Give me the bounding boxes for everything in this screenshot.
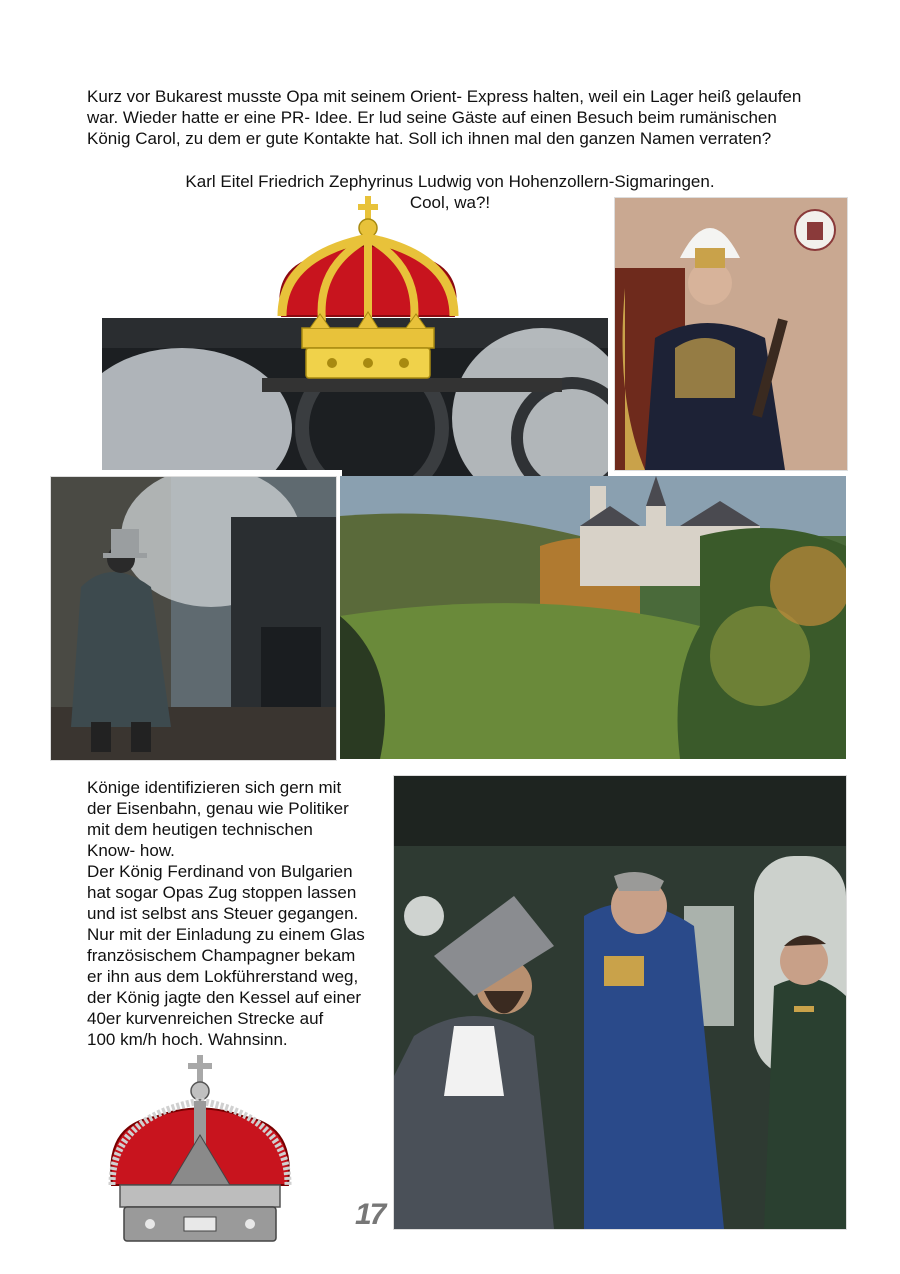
side-text-line: Know- how. (87, 841, 175, 860)
side-text-line: französischem Champagner bekam (87, 946, 356, 965)
intro-paragraph: Kurz vor Bukarest musste Opa mit seinem Orient- Express halten, weil ein Lager heiß gelaufen war. Wieder hatte er eine PR- Idee. Er lud seine Gäste auf einen Besuch beim rumänischen König Carol, zu dem er gute Kontakte hat. Soll ich ihnen mal den ganzen Namen verraten? (87, 87, 802, 148)
side-text-line: mit dem heutigen technischen (87, 820, 313, 839)
silver-crown-icon (100, 1055, 300, 1250)
intro-text (87, 86, 807, 149)
side-text-line: 100 km/h hoch. Wahnsinn. (87, 1030, 288, 1049)
side-text-line: 40er kurvenreichen Strecke auf (87, 1009, 324, 1028)
side-text-line: hat sogar Opas Zug stoppen lassen (87, 883, 357, 902)
side-text-line: Nur mit der Einladung zu einem Glas (87, 925, 365, 944)
gold-crown-icon (262, 196, 474, 386)
side-text-line: der Eisenbahn, genau wie Politiker (87, 799, 349, 818)
side-text-line: und ist selbst ans Steuer gegangen. (87, 904, 359, 923)
side-text-line: Der König Ferdinand von Bulgarien (87, 862, 353, 881)
side-text (87, 777, 387, 1050)
page-number: 17 (355, 1198, 385, 1231)
side-text-line: Könige identifizieren sich gern mit (87, 778, 342, 797)
man-tophat-train-photo (50, 476, 337, 761)
castle-landscape-photo (340, 476, 846, 759)
side-text-line: er ihn aus dem Lokführerstand weg, (87, 967, 359, 986)
train-cab-scene-photo (393, 775, 847, 1230)
full-name-line: Karl Eitel Friedrich Zephyrinus Ludwig von Hohenzollern-Sigmaringen. (185, 172, 715, 191)
exclaim-line: Cool, wa?! (409, 193, 491, 212)
king-portrait-photo (614, 197, 848, 471)
side-text-line: der König jagte den Kessel auf einer (87, 988, 362, 1007)
